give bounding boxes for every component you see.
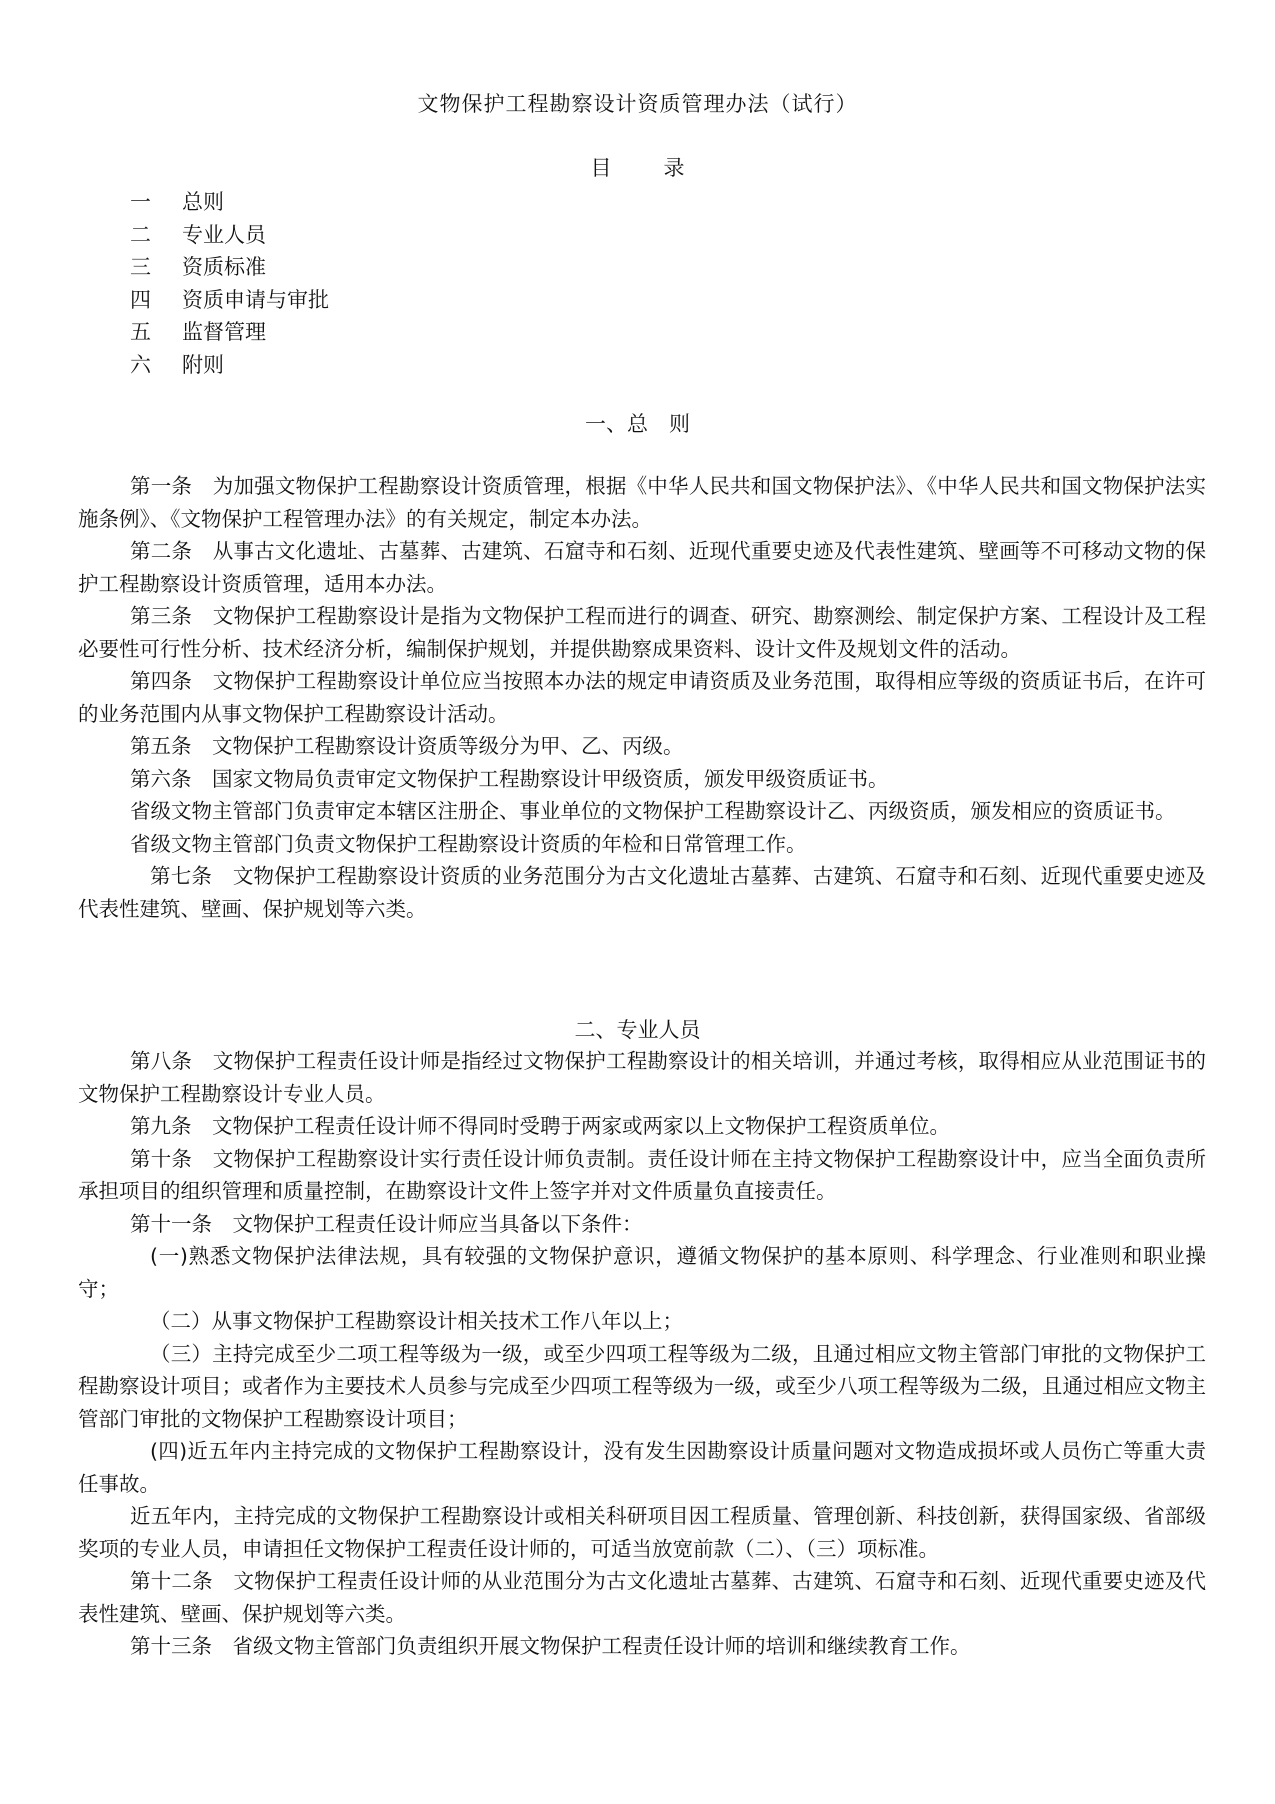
toc-item-number: 六 [130,352,151,377]
toc-item-label: 监督管理 [182,320,266,344]
article-5: 第五条 文物保护工程勘察设计资质等级分为甲、乙、丙级。 [130,734,684,758]
article-11-item-2: （二）从事文物保护工程勘察设计相关技术工作八年以上； [150,1309,683,1333]
toc-item-label: 资质申请与审批 [182,287,329,312]
section-professionals-body [78,1045,1206,1663]
toc-item-number: 五 [130,320,151,344]
section-general-body [78,470,1206,925]
toc-item [130,316,329,349]
article-12: 第十二条 文物保护工程责任设计师的从业范围分为古文化遗址古墓葬、古建筑、石窟寺和石刻、近现代重要史迹及代表性建筑、壁画、保护规划等六类。 [78,1569,1206,1626]
section-heading-professionals: 二、专业人员 [574,1018,701,1042]
article-7: 第七条 文物保护工程勘察设计资质的业务范围分为古文化遗址古墓葬、古建筑、石窟寺和石刻、近现代重要史迹及代表性建筑、壁画、保护规划等六类。 [78,864,1206,921]
toc-item [130,284,329,317]
toc-item-label: 总则 [182,190,224,214]
article-2: 第二条 从事古文化遗址、古墓葬、古建筑、石窟寺和石刻、近现代重要史迹及代表性建筑、壁画等不可移动文物的保护工程勘察设计资质管理，适用本办法。 [78,539,1206,596]
article-1: 第一条 为加强文物保护工程勘察设计资质管理，根据《中华人民共和国文物保护法》、《中华人民共和国文物保护法实施条例》、《文物保护工程管理办法》的有关规定，制定本办法。 [78,474,1206,531]
article-8: 第八条 文物保护工程责任设计师是指经过文物保护工程勘察设计的相关培训，并通过考核，取得相应从业范围证书的文物保护工程勘察设计专业人员。 [78,1049,1206,1106]
toc-item-label: 附则 [182,352,224,377]
toc-item-number: 四 [130,287,151,312]
toc-item-label: 资质标准 [182,255,266,279]
toc-item-number: 二 [130,222,151,247]
article-11: 第十一条 文物保护工程责任设计师应当具备以下条件： [130,1211,643,1236]
toc-item [130,186,329,219]
article-11-paragraph: 近五年内，主持完成的文物保护工程勘察设计或相关科研项目因工程质量、管理创新、科技创新，获得国家级、省部级奖项的专业人员，申请担任文物保护工程责任设计师的，可适当放宽前款（二）、（三）项标准。 [78,1504,1206,1561]
toc-item [130,219,329,252]
toc-item-number: 三 [130,255,151,279]
article-11-item-1: (一)熟悉文物保护法律法规，具有较强的文物保护意识，遵循文物保护的基本原则、科学理念、行业准则和职业操守； [78,1244,1206,1301]
article-3: 第三条 文物保护工程勘察设计是指为文物保护工程而进行的调查、研究、勘察测绘、制定保护方案、工程设计及工程必要性可行性分析、技术经济分析，编制保护规划，并提供勘察成果资料、设计文件及规划文件的活动。 [78,604,1206,661]
toc-item-label: 专业人员 [182,222,266,247]
table-of-contents [130,186,329,381]
toc-item [130,349,329,382]
section-heading-general: 一、总 则 [585,412,690,436]
toc-heading-char-1: 目 [590,156,612,180]
toc-item-number: 一 [130,190,151,214]
toc-heading-char-2: 录 [663,156,685,180]
toc-item [130,251,329,284]
article-6: 第六条 国家文物局负责审定文物保护工程勘察设计甲级资质，颁发甲级资质证书。 [130,766,889,791]
article-4: 第四条 文物保护工程勘察设计单位应当按照本办法的规定申请资质及业务范围，取得相应等级的资质证书后，在许可的业务范围内从事文物保护工程勘察设计活动。 [78,669,1206,726]
toc-heading [0,152,1275,182]
article-6-paragraph: 省级文物主管部门负责审定本辖区注册企、事业单位的文物保护工程勘察设计乙、丙级资质，颁发相应的资质证书。 [130,799,1176,823]
article-11-item-3: （三）主持完成至少二项工程等级为一级，或至少四项工程等级为二级，且通过相应文物主管部门审批的文物保护工程勘察设计项目；或者作为主要技术人员参与完成至少四项工程等级为一级，或至少八项工程等级为二级，且通过相应文物主管部门审批的文物保护工程勘察设计项目； [78,1341,1206,1431]
article-10: 第十条 文物保护工程勘察设计实行责任设计师负责制。责任设计师在主持文物保护工程勘察设计中，应当全面负责所承担项目的组织管理和质量控制，在勘察设计文件上签字并对文件质量负直接责任。 [78,1146,1206,1203]
article-6-paragraph: 省级文物主管部门负责文物保护工程勘察设计资质的年检和日常管理工作。 [130,831,807,856]
article-13: 第十三条 省级文物主管部门负责组织开展文物保护工程责任设计师的培训和继续教育工作。 [130,1634,971,1658]
document-title: 文物保护工程勘察设计资质管理办法（试行） [417,92,858,116]
article-9: 第九条 文物保护工程责任设计师不得同时受聘于两家或两家以上文物保护工程资质单位。 [130,1114,950,1138]
article-11-item-4: (四)近五年内主持完成的文物保护工程勘察设计，没有发生因勘察设计质量问题对文物造成损坏或人员伤亡等重大责任事故。 [78,1439,1206,1496]
